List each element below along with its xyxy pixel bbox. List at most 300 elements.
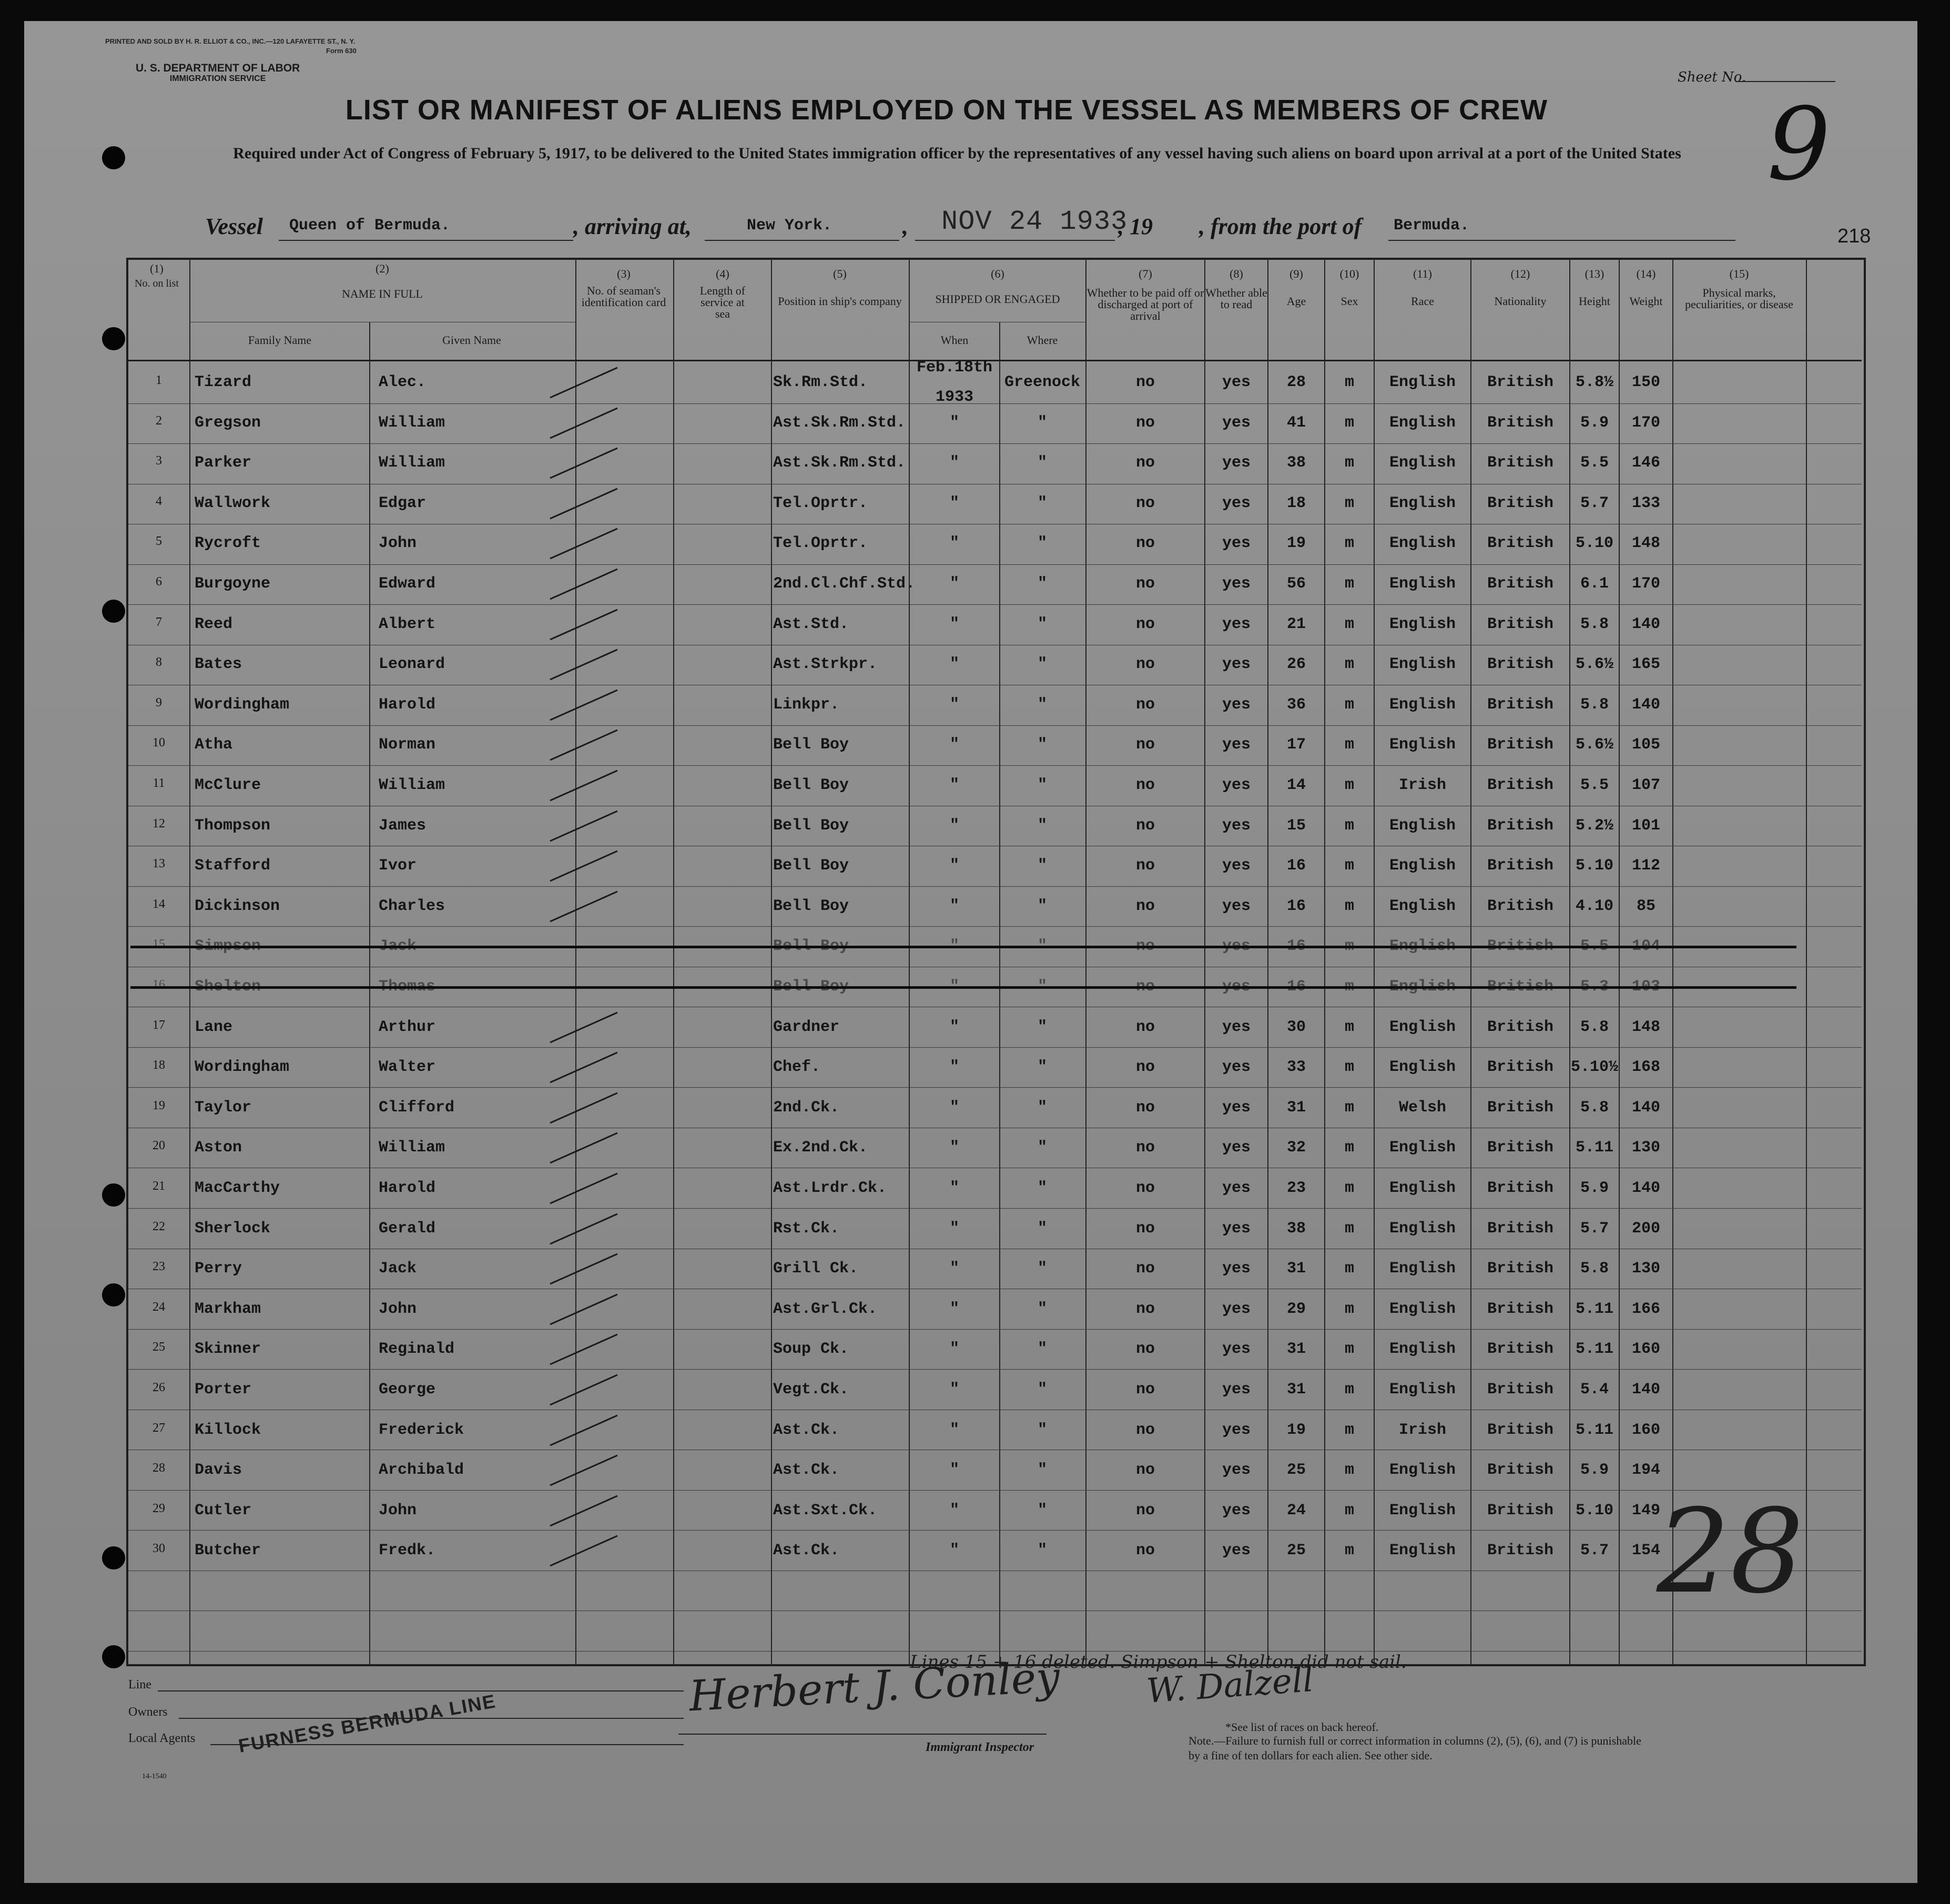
weight: 146 (1631, 454, 1660, 472)
family-name: Wordingham (195, 1058, 290, 1076)
shipped-where: " (1037, 1139, 1047, 1157)
nationality: British (1487, 736, 1554, 754)
weight: 154 (1631, 1542, 1660, 1559)
family-name: Rycroft (195, 534, 261, 552)
given-name: Charles (379, 897, 445, 915)
sex: m (1344, 655, 1354, 673)
paid-off: no (1135, 575, 1155, 593)
race: English (1389, 1220, 1456, 1238)
nationality: British (1487, 1018, 1554, 1036)
age: 41 (1286, 414, 1306, 432)
sex: m (1344, 1381, 1354, 1399)
weight: 103 (1631, 978, 1660, 996)
sex: m (1344, 1542, 1354, 1559)
col-10-header: (10) Sex (1339, 267, 1359, 308)
id-card-checkmark (550, 1213, 617, 1245)
position: Bell Boy (773, 736, 849, 754)
nationality: British (1487, 615, 1554, 633)
weight: 160 (1631, 1340, 1660, 1358)
able-to-read: yes (1222, 1018, 1251, 1036)
sex: m (1344, 1058, 1354, 1076)
sex: m (1344, 575, 1354, 593)
sheet-number-label: Sheet No. (1678, 69, 1746, 85)
punch-hole (102, 1645, 125, 1668)
given-name: Thomas (379, 978, 436, 996)
row-number: 19 (153, 1099, 165, 1112)
able-to-read: yes (1222, 1421, 1251, 1439)
col-13-header: (13) Height (1579, 267, 1610, 308)
able-to-read: yes (1222, 494, 1251, 512)
age: 23 (1286, 1179, 1306, 1197)
family-name: Bates (195, 655, 242, 673)
height: 5.10 (1575, 857, 1613, 875)
able-to-read: yes (1222, 1461, 1251, 1479)
family-name: Tizard (195, 373, 252, 391)
col-1-header: (1) No. on list (135, 262, 179, 289)
table-row (0, 1008, 1950, 1048)
comma: , (902, 214, 908, 239)
family-name: Parker (195, 454, 252, 472)
shipped-where: " (1037, 1260, 1047, 1278)
able-to-read: yes (1222, 1179, 1251, 1197)
race: English (1389, 1300, 1456, 1318)
shipped-where: " (1037, 534, 1047, 552)
paid-off: no (1135, 655, 1155, 673)
age: 19 (1286, 534, 1306, 552)
shipped-when: " (949, 1542, 959, 1559)
able-to-read: yes (1222, 1058, 1251, 1076)
arrival-date-stamp: NOV 24 1933 (941, 206, 1128, 237)
position: Linkpr. (773, 696, 840, 714)
nationality: British (1487, 373, 1554, 391)
paid-off: no (1135, 1260, 1155, 1278)
age: 29 (1286, 1300, 1306, 1318)
page-title: LIST OR MANIFEST OF ALIENS EMPLOYED ON THE VESSEL AS MEMBERS OF CREW (345, 94, 1548, 126)
given-name: John (379, 534, 417, 552)
shipped-when: " (949, 454, 959, 472)
paid-off: no (1135, 1058, 1155, 1076)
table-row (0, 443, 1950, 483)
row-number: 27 (153, 1421, 165, 1435)
weight: 105 (1631, 736, 1660, 754)
race: English (1389, 857, 1456, 875)
row-number: 12 (153, 817, 165, 831)
given-name: Edward (379, 575, 436, 593)
shipped-when: " (949, 1099, 959, 1117)
shipped-when: " (949, 494, 959, 512)
nationality: British (1487, 1381, 1554, 1399)
shipped-when: " (949, 857, 959, 875)
family-name: Lane (195, 1018, 233, 1036)
table-row (0, 1370, 1950, 1410)
position: Ast.Ck. (773, 1461, 840, 1479)
punch-hole (102, 146, 125, 169)
weight: 200 (1631, 1220, 1660, 1238)
shipped-where: " (1037, 1421, 1047, 1439)
paid-off: no (1135, 776, 1155, 794)
position: Ex.2nd.Ck. (773, 1139, 868, 1157)
weight: 130 (1631, 1260, 1660, 1278)
sex: m (1344, 736, 1354, 754)
family-name: Burgoyne (195, 575, 271, 593)
able-to-read: yes (1222, 1220, 1251, 1238)
height: 5.8 (1580, 1018, 1609, 1036)
age: 17 (1286, 736, 1306, 754)
paid-off: no (1135, 454, 1155, 472)
shipped-where: " (1037, 817, 1047, 835)
shipped-when: " (949, 534, 959, 552)
sex: m (1344, 1179, 1354, 1197)
family-name: Dickinson (195, 897, 280, 915)
owners-label: Owners (128, 1705, 168, 1719)
shipped-when: " (949, 736, 959, 754)
shipped-where: " (1037, 655, 1047, 673)
row-number: 22 (153, 1220, 165, 1233)
given-name: John (379, 1300, 417, 1318)
deleted-row-strike (130, 986, 1796, 989)
row-number: 18 (153, 1058, 165, 1072)
row-number: 4 (156, 494, 162, 508)
from-port: Bermuda. (1394, 217, 1470, 235)
nationality: British (1487, 575, 1554, 593)
nationality: British (1487, 1421, 1554, 1439)
race: English (1389, 575, 1456, 593)
age: 33 (1286, 1058, 1306, 1076)
shipped-when: " (949, 1179, 959, 1197)
weight: 140 (1631, 696, 1660, 714)
nationality: British (1487, 534, 1554, 552)
height: 5.3 (1580, 978, 1609, 996)
height: 5.8 (1580, 696, 1609, 714)
race: English (1389, 373, 1456, 391)
position: 2nd.Cl.Chf.Std. (773, 575, 916, 593)
nationality: British (1487, 1340, 1554, 1358)
inspector-signature: Herbert J. Conley (688, 1652, 1061, 1721)
given-name: Ivor (379, 857, 417, 875)
given-name: Jack (379, 1260, 417, 1278)
weight: 101 (1631, 817, 1660, 835)
shipped-where: " (1037, 857, 1047, 875)
sex: m (1344, 1018, 1354, 1036)
position: Bell Boy (773, 857, 849, 875)
shipped-when: " (949, 1461, 959, 1479)
age: 36 (1286, 696, 1306, 714)
weight: 150 (1631, 373, 1660, 391)
nationality: British (1487, 494, 1554, 512)
given-name: Fredk. (379, 1542, 436, 1559)
race: English (1389, 1139, 1456, 1157)
able-to-read: yes (1222, 1300, 1251, 1318)
able-to-read: yes (1222, 1139, 1251, 1157)
agents-label: Local Agents (128, 1731, 196, 1745)
shipped-when: " (949, 1300, 959, 1318)
page-number: 218 (1837, 225, 1871, 247)
able-to-read: yes (1222, 1381, 1251, 1399)
shipped-when: " (949, 1381, 959, 1399)
age: 31 (1286, 1099, 1306, 1117)
sex: m (1344, 1099, 1354, 1117)
family-name: Porter (195, 1381, 252, 1399)
weight: 107 (1631, 776, 1660, 794)
weight: 148 (1631, 534, 1660, 552)
col-2-given-header: Given Name (442, 333, 501, 347)
race: English (1389, 696, 1456, 714)
able-to-read: yes (1222, 978, 1251, 996)
shipped-where: " (1037, 1179, 1047, 1197)
position: Ast.Sk.Rm.Std. (773, 454, 906, 472)
age: 21 (1286, 615, 1306, 633)
sex: m (1344, 857, 1354, 875)
age: 24 (1286, 1502, 1306, 1520)
given-name: William (379, 454, 445, 472)
table-row (0, 846, 1950, 886)
position: Sk.Rm.Std. (773, 373, 868, 391)
line-label: Line (128, 1678, 151, 1692)
weight: 140 (1631, 1099, 1660, 1117)
row-number: 21 (153, 1179, 165, 1193)
able-to-read: yes (1222, 776, 1251, 794)
family-name: Reed (195, 615, 233, 633)
paid-off: no (1135, 1421, 1155, 1439)
department-name: U. S. DEPARTMENT OF LABOR (136, 62, 300, 74)
weight: 194 (1631, 1461, 1660, 1479)
paid-off: no (1135, 857, 1155, 875)
height: 5.2½ (1575, 817, 1613, 835)
sex: m (1344, 776, 1354, 794)
height: 5.11 (1575, 1421, 1613, 1439)
table-row (0, 1290, 1950, 1330)
sex: m (1344, 1300, 1354, 1318)
inspector-line (678, 1734, 1047, 1735)
position: Ast.Grl.Ck. (773, 1300, 878, 1318)
weight: 160 (1631, 1421, 1660, 1439)
punch-hole (102, 327, 125, 350)
shipped-where: " (1037, 1381, 1047, 1399)
able-to-read: yes (1222, 696, 1251, 714)
paid-off: no (1135, 1179, 1155, 1197)
shipped-when: " (949, 1220, 959, 1238)
shipped-when: " (949, 937, 959, 955)
able-to-read: yes (1222, 1099, 1251, 1117)
family-name: Cutler (195, 1502, 252, 1520)
able-to-read: yes (1222, 575, 1251, 593)
row-number: 16 (153, 978, 165, 991)
family-name: Perry (195, 1260, 242, 1278)
race: English (1389, 1461, 1456, 1479)
table-row (0, 887, 1950, 927)
id-card-checkmark (550, 1495, 617, 1527)
col-6-when-header: When (940, 333, 969, 347)
table-row (0, 359, 1950, 406)
age: 28 (1286, 373, 1306, 391)
shipped-when: " (949, 897, 959, 915)
shipped-where: " (1037, 575, 1047, 593)
nationality: British (1487, 817, 1554, 835)
paid-off: no (1135, 978, 1155, 996)
id-card-checkmark (550, 811, 617, 842)
row-number: 29 (153, 1502, 165, 1515)
height: 5.11 (1575, 1340, 1613, 1358)
row-number: 11 (153, 776, 165, 790)
nationality: British (1487, 978, 1554, 996)
given-name: Gerald (379, 1220, 436, 1238)
id-card-checkmark (550, 690, 617, 721)
table-row (0, 524, 1950, 564)
age: 16 (1286, 937, 1306, 955)
given-name: Harold (379, 1179, 436, 1197)
shipped-where: " (1037, 1099, 1047, 1117)
family-name: Stafford (195, 857, 271, 875)
sex: m (1344, 534, 1354, 552)
position: Soup Ck. (773, 1340, 849, 1358)
height: 5.11 (1575, 1139, 1613, 1157)
nationality: British (1487, 454, 1554, 472)
race: English (1389, 454, 1456, 472)
col-12-header: (12) Nationality (1494, 267, 1547, 308)
position: Ast.Ck. (773, 1542, 840, 1559)
nationality: British (1487, 1502, 1554, 1520)
table-row (0, 1330, 1950, 1370)
margin-total: 28 (1657, 1484, 1804, 1619)
given-name: Harold (379, 696, 436, 714)
race: English (1389, 1179, 1456, 1197)
paid-off: no (1135, 1502, 1155, 1520)
row-number: 14 (153, 897, 165, 911)
nationality: British (1487, 1300, 1554, 1318)
id-card-checkmark (550, 1294, 617, 1325)
sex: m (1344, 1421, 1354, 1439)
col-2-header: (2) NAME IN FULL (342, 262, 423, 300)
shipped-when: " (949, 1502, 959, 1520)
age: 25 (1286, 1461, 1306, 1479)
able-to-read: yes (1222, 1502, 1251, 1520)
family-name: Thompson (195, 817, 271, 835)
race: English (1389, 655, 1456, 673)
col-15-header: (15) Physical marks, peculiarities, or disease (1685, 267, 1793, 311)
given-name: John (379, 1502, 417, 1520)
printer-imprint (105, 37, 357, 56)
shipped-where: " (1037, 696, 1047, 714)
height: 5.10½ (1570, 1058, 1618, 1076)
family-name: Aston (195, 1139, 242, 1157)
height: 5.7 (1580, 1220, 1609, 1238)
able-to-read: yes (1222, 534, 1251, 552)
able-to-read: yes (1222, 857, 1251, 875)
weight: 140 (1631, 1381, 1660, 1399)
given-name: James (379, 817, 426, 835)
height: 5.8 (1580, 1099, 1609, 1117)
race: English (1389, 1018, 1456, 1036)
shipped-where: " (1037, 736, 1047, 754)
sex: m (1344, 696, 1354, 714)
shipped-where: " (1037, 937, 1047, 955)
position: Rst.Ck. (773, 1220, 840, 1238)
height: 5.5 (1580, 937, 1609, 955)
paid-off: no (1135, 1099, 1155, 1117)
sheet-number-value: 9 (1767, 86, 1831, 202)
races-note: *See list of races on back hereof. (1225, 1720, 1379, 1734)
table-row (0, 766, 1950, 806)
height: 5.7 (1580, 1542, 1609, 1559)
sex: m (1344, 1461, 1354, 1479)
family-name: MacCarthy (195, 1179, 280, 1197)
position: Bell Boy (773, 817, 849, 835)
race: English (1389, 1542, 1456, 1559)
row-number: 8 (156, 655, 162, 669)
vessel-label: Vessel (205, 214, 263, 239)
row-number: 28 (153, 1461, 165, 1475)
family-name: Markham (195, 1300, 261, 1318)
sex: m (1344, 1139, 1354, 1157)
shipped-where: " (1037, 1220, 1047, 1238)
paid-off: no (1135, 817, 1155, 835)
table-row (0, 645, 1950, 685)
col-9-header: (9) Age (1286, 267, 1306, 308)
sex: m (1344, 817, 1354, 835)
family-name: Taylor (195, 1099, 252, 1117)
nationality: British (1487, 1220, 1554, 1238)
given-name: Arthur (379, 1018, 436, 1036)
age: 16 (1286, 857, 1306, 875)
row-number: 6 (156, 575, 162, 589)
height: 5.5 (1580, 454, 1609, 472)
col-8-header: (8) Whether able to read (1205, 267, 1267, 311)
row-number: 2 (156, 414, 162, 428)
master-signature: W. Dalzell (1145, 1660, 1315, 1711)
race: English (1389, 534, 1456, 552)
age: 16 (1286, 897, 1306, 915)
family-name: McClure (195, 776, 261, 794)
race: English (1389, 1058, 1456, 1076)
shipped-when: " (949, 1139, 959, 1157)
position: Ast.Std. (773, 615, 849, 633)
shipped-when: Feb.18th (916, 359, 993, 377)
sex: m (1344, 1260, 1354, 1278)
paid-off: no (1135, 534, 1155, 552)
printer-line: PRINTED AND SOLD BY H. R. ELLIOT & CO., INC.—120 LAFAYETTE ST., N. Y. (105, 37, 356, 45)
age: 19 (1286, 1421, 1306, 1439)
paid-off: no (1135, 1461, 1155, 1479)
col-14-header: (14) Weight (1629, 267, 1663, 308)
id-card-checkmark (550, 1012, 617, 1044)
height: 4.10 (1575, 897, 1613, 915)
agent-stamp: FURNESS BERMUDA LINE (237, 1690, 498, 1757)
position: Ast.Lrdr.Ck. (773, 1179, 887, 1197)
race: English (1389, 1381, 1456, 1399)
id-card-checkmark (550, 367, 617, 399)
height: 5.8½ (1575, 373, 1613, 391)
paid-off: no (1135, 1220, 1155, 1238)
age: 56 (1286, 575, 1306, 593)
age: 14 (1286, 776, 1306, 794)
deleted-row-strike (130, 946, 1796, 948)
id-card-checkmark (550, 408, 617, 439)
given-name: Alec. (379, 373, 426, 391)
height: 5.5 (1580, 776, 1609, 794)
page-subtitle: Required under Act of Congress of February 5, 1917, to be delivered to the United States immigration officer by the representatives of any vessel having such aliens on board upon arrival at a port of the United States (233, 145, 1681, 162)
shipped-when: " (949, 1421, 959, 1439)
shipped-where: " (1037, 1300, 1047, 1318)
given-name: Edgar (379, 494, 426, 512)
age: 38 (1286, 454, 1306, 472)
age: 26 (1286, 655, 1306, 673)
nationality: British (1487, 655, 1554, 673)
shipped-year: 1933 (935, 388, 973, 406)
position: Ast.Sxt.Ck. (773, 1502, 878, 1520)
row-number: 24 (153, 1300, 165, 1314)
weight: 148 (1631, 1018, 1660, 1036)
weight: 170 (1631, 414, 1660, 432)
